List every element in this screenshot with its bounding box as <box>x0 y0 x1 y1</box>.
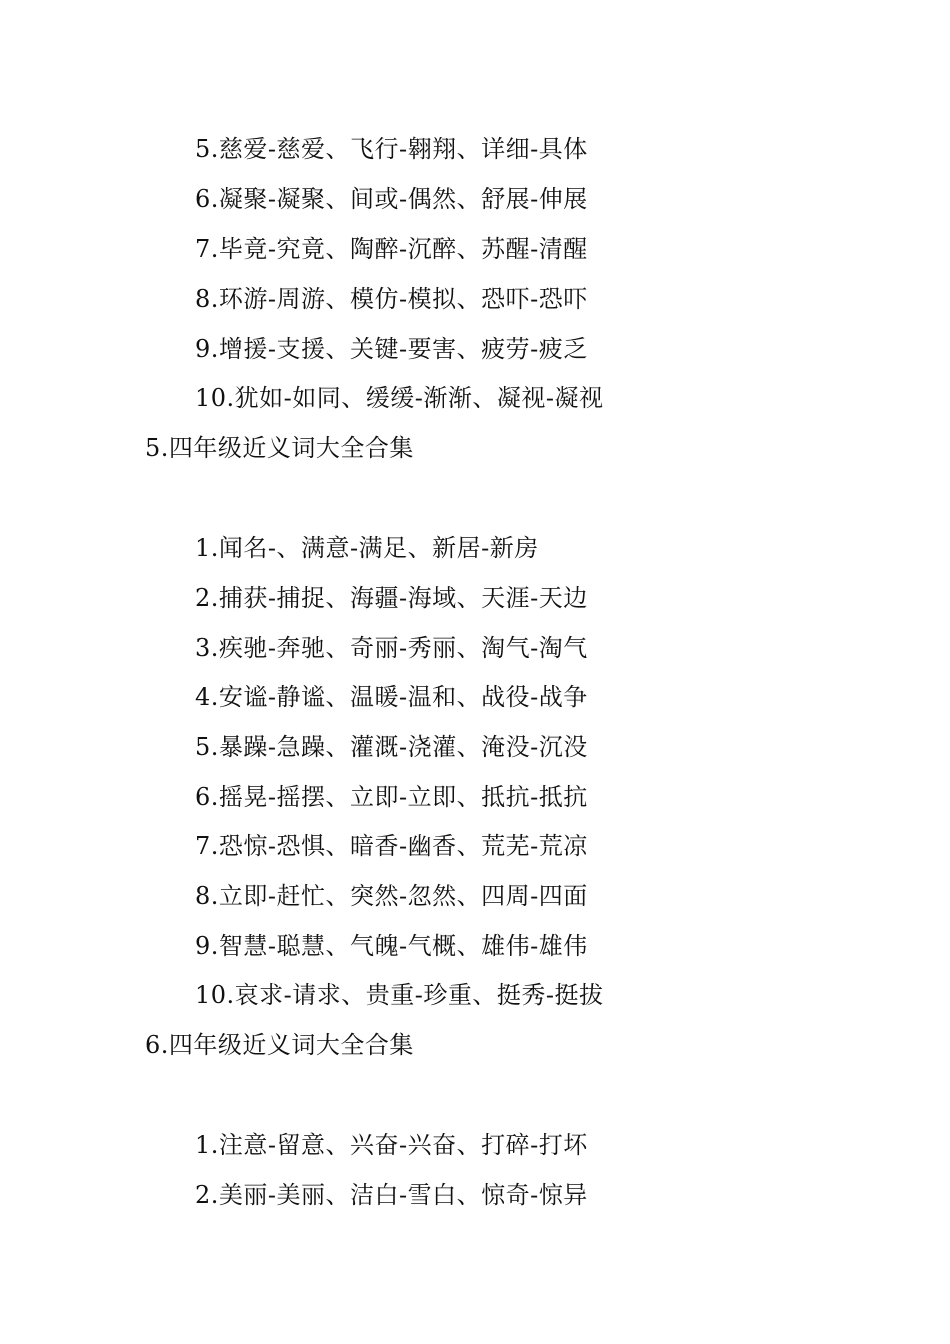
list-item: 1.注意-留意、兴奋-兴奋、打碎-打坏 <box>195 1131 588 1159</box>
list-item: 2.捕获-捕捉、海疆-海域、天涯-天边 <box>195 584 588 612</box>
list-item: 8.立即-赶忙、突然-忽然、四周-四面 <box>195 882 588 910</box>
section-heading: 6.四年级近义词大全合集 <box>145 1031 414 1059</box>
list-item: 6.凝聚-凝聚、间或-偶然、舒展-伸展 <box>195 185 588 213</box>
list-item: 10.哀求-请求、贵重-珍重、挺秀-挺拔 <box>195 981 604 1009</box>
list-item: 2.美丽-美丽、洁白-雪白、惊奇-惊异 <box>195 1181 588 1209</box>
list-item: 7.毕竟-究竟、陶醉-沉醉、苏醒-清醒 <box>195 235 588 263</box>
list-item: 9.智慧-聪慧、气魄-气概、雄伟-雄伟 <box>195 932 588 960</box>
list-item: 6.摇晃-摇摆、立即-立即、抵抗-抵抗 <box>195 783 588 811</box>
list-item: 8.环游-周游、模仿-模拟、恐吓-恐吓 <box>195 285 588 313</box>
list-item: 9.增援-支援、关键-要害、疲劳-疲乏 <box>195 335 588 363</box>
list-item: 7.恐惊-恐惧、暗香-幽香、荒芜-荒凉 <box>195 832 588 860</box>
list-item: 3.疾驰-奔驰、奇丽-秀丽、淘气-淘气 <box>195 634 588 662</box>
list-item: 4.安谧-静谧、温暖-温和、战役-战争 <box>195 683 588 711</box>
list-item: 10.犹如-如同、缓缓-渐渐、凝视-凝视 <box>195 384 604 412</box>
section-heading: 5.四年级近义词大全合集 <box>145 434 414 462</box>
list-item: 5.暴躁-急躁、灌溉-浇灌、淹没-沉没 <box>195 733 588 761</box>
list-item: 1.闻名-、满意-满足、新居-新房 <box>195 534 539 562</box>
list-item: 5.慈爱-慈爱、飞行-翱翔、详细-具体 <box>195 135 588 163</box>
